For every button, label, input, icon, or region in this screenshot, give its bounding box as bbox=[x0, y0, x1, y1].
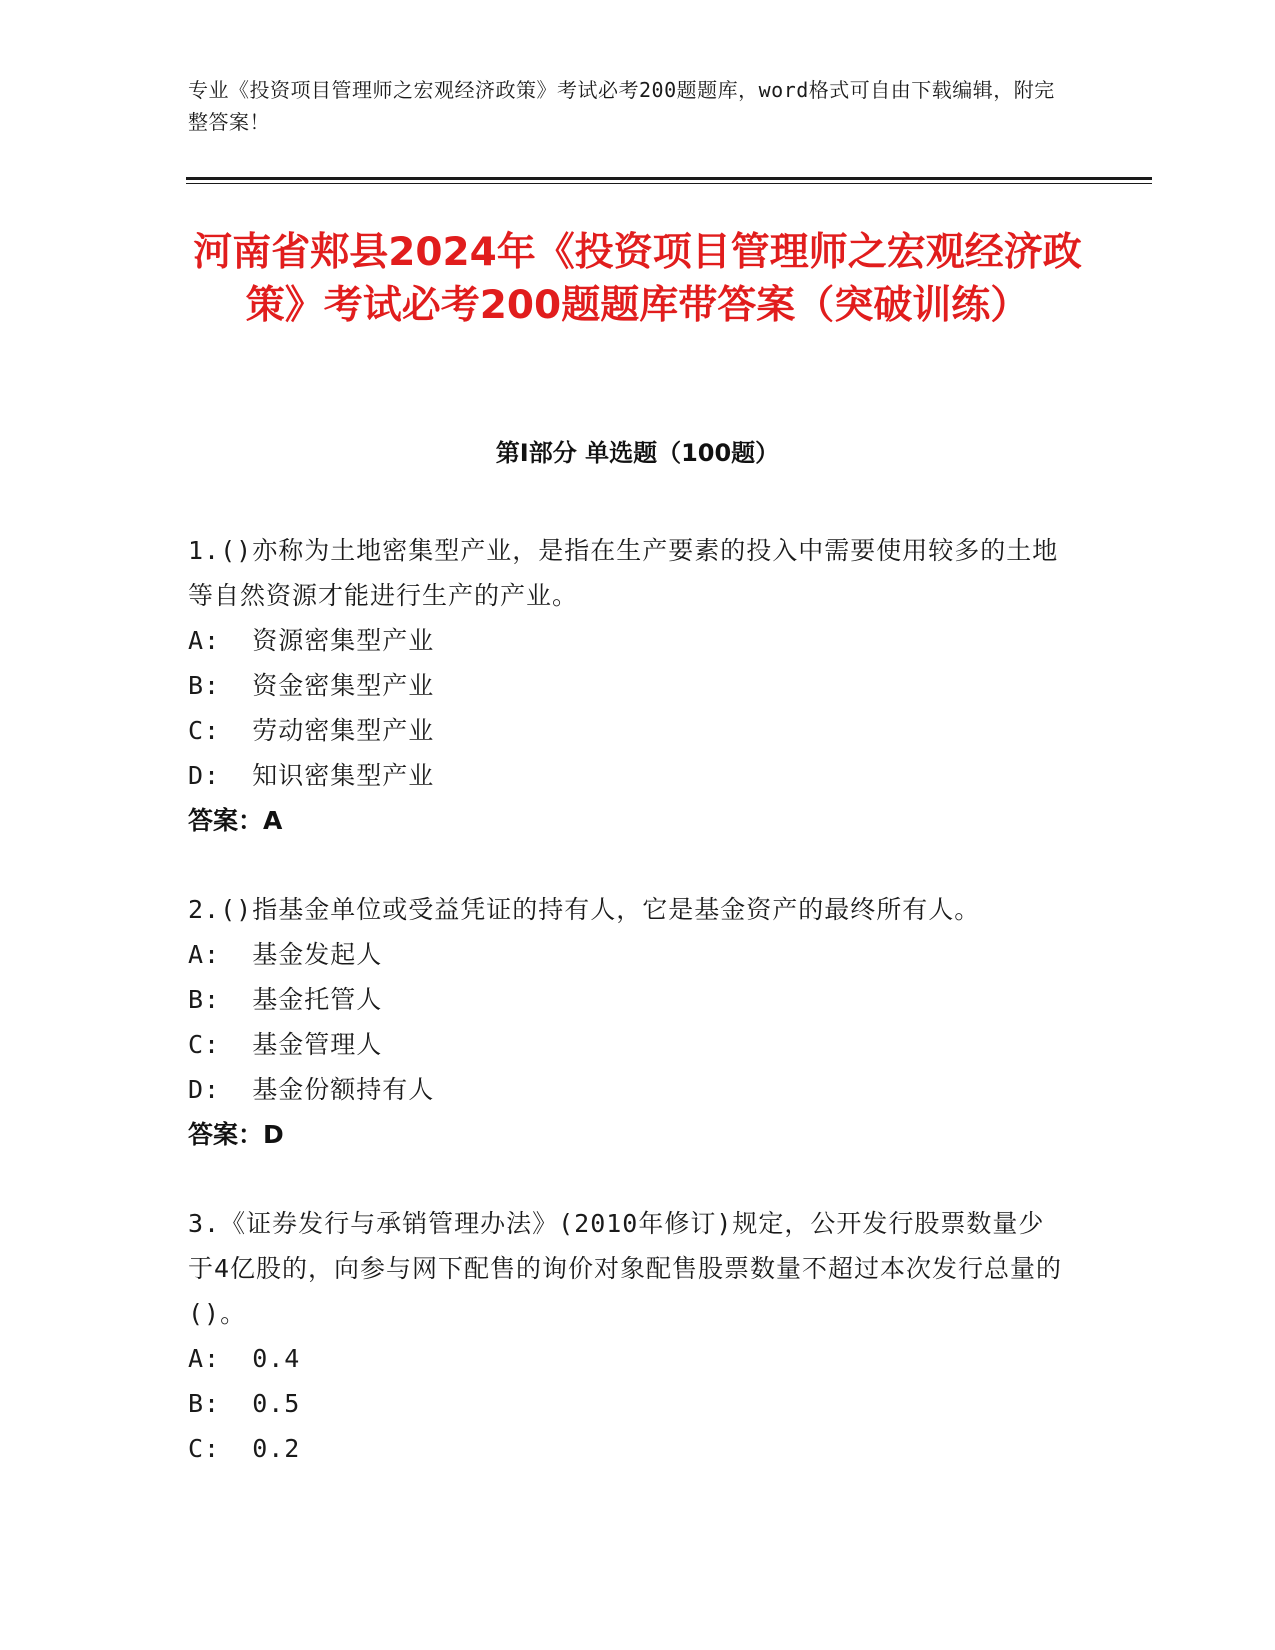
option-b: B: 0.5 bbox=[188, 1389, 301, 1418]
question-stem: 2.()指基金单位或受益凭证的持有人，它是基金资产的最终所有人。 bbox=[188, 895, 981, 924]
question-stem: 3.《证券发行与承销管理办法》(2010年修订)规定，公开发行股票数量少于4亿股的，向参与网下配售的询价对象配售股票数量不超过本次发行总量的()。 bbox=[188, 1209, 1063, 1328]
header-note: 专业《投资项目管理师之宏观经济政策》考试必考200题题库，word格式可自由下载编辑，附完整答案！ bbox=[188, 78, 1055, 134]
answer-line: 答案：D bbox=[188, 1120, 284, 1149]
option-c: C: 基金管理人 bbox=[188, 1030, 383, 1059]
option-d: D: 知识密集型产业 bbox=[188, 761, 435, 790]
header-divider-thin bbox=[186, 183, 1152, 184]
header-divider-thick bbox=[186, 177, 1152, 180]
answer-line: 答案：A bbox=[188, 806, 283, 835]
option-c: C: 劳动密集型产业 bbox=[188, 716, 435, 745]
question-3 bbox=[188, 1201, 1068, 1471]
question-1 bbox=[188, 528, 1068, 843]
question-stem: 1.()亦称为土地密集型产业，是指在生产要素的投入中需要使用较多的土地等自然资源才能进行生产的产业。 bbox=[188, 536, 1059, 610]
option-b: B: 基金托管人 bbox=[188, 985, 383, 1014]
question-list bbox=[188, 528, 1068, 1515]
option-c: C: 0.2 bbox=[188, 1434, 301, 1463]
option-a: A: 0.4 bbox=[188, 1344, 301, 1373]
option-a: A: 基金发起人 bbox=[188, 940, 383, 969]
document-title: 河南省郏县2024年《投资项目管理师之宏观经济政策》考试必考200题题库带答案（突破训练） bbox=[193, 230, 1082, 328]
option-d: D: 基金份额持有人 bbox=[188, 1075, 435, 1104]
option-b: B: 资金密集型产业 bbox=[188, 671, 435, 700]
section-heading: 第I部分 单选题（100题） bbox=[495, 439, 780, 467]
question-2 bbox=[188, 887, 1068, 1157]
option-a: A: 资源密集型产业 bbox=[188, 626, 435, 655]
